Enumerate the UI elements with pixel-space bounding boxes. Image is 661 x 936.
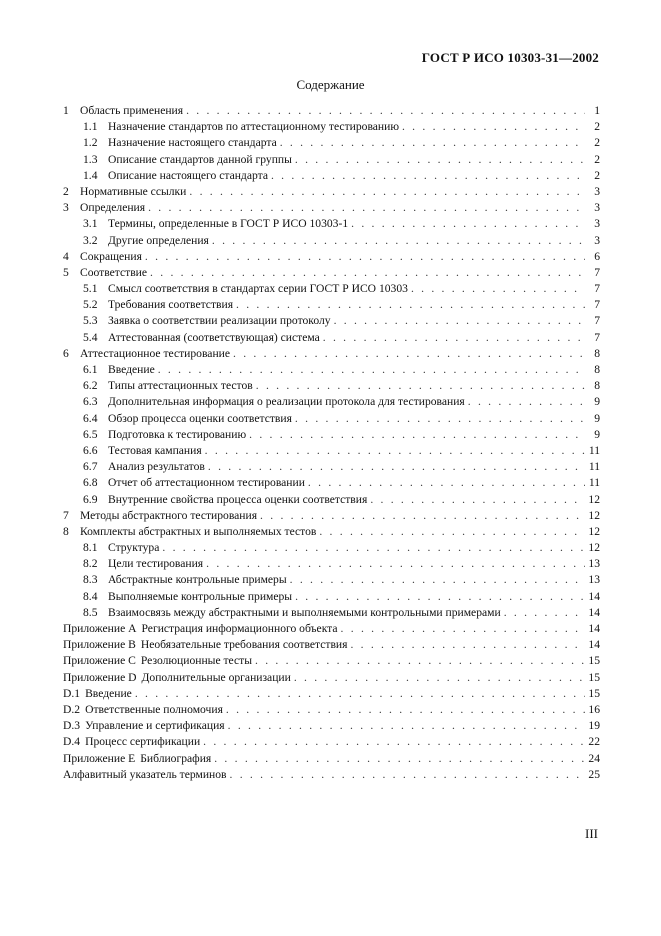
toc-entry[interactable] [63, 605, 600, 621]
toc-leader-dots [402, 119, 585, 135]
toc-entry-page: 12 [588, 524, 600, 538]
toc-entry[interactable] [63, 621, 600, 637]
toc-entry[interactable] [63, 168, 600, 184]
toc-entry-page: 7 [594, 330, 600, 344]
toc-entry-number: 6.6 [83, 443, 98, 457]
toc-leader-dots [468, 394, 585, 410]
toc-entry-number: Приложение Е [63, 751, 136, 765]
toc-leader-dots [256, 378, 585, 394]
toc-entry-number: D.2 [63, 702, 81, 716]
toc-entry[interactable] [63, 572, 600, 588]
toc-entry-page: 13 [588, 573, 600, 587]
toc-entry[interactable] [63, 767, 600, 783]
toc-entry-number: 1.1 [83, 120, 98, 134]
toc-entry-number: 6.3 [83, 395, 98, 409]
toc-entry-number: 3.2 [83, 233, 98, 247]
toc-entry-number: 6.8 [83, 476, 98, 490]
toc-leader-dots [350, 637, 585, 653]
toc-entry[interactable] [63, 475, 600, 491]
toc-entry-title: Описание стандартов данной группы [108, 152, 292, 166]
toc-entry[interactable] [63, 702, 600, 718]
toc-entry-number: Приложение В [63, 638, 136, 652]
toc-entry-title: Соответствие [80, 265, 148, 279]
toc-entry-number: Приложение А [63, 622, 137, 635]
toc-leader-dots [150, 265, 585, 281]
toc-entry-number: D.1 [63, 686, 81, 700]
toc-leader-dots [323, 330, 585, 346]
toc-entry-title: Резолюционные тесты [140, 654, 252, 668]
toc-entry-page: 3 [594, 184, 600, 198]
toc-entry-page: 11 [588, 476, 600, 490]
toc-entry-title: Цели тестирования [108, 557, 204, 571]
toc-entry-title: Назначение настоящего стандарта [108, 136, 277, 150]
toc-entry-number: Приложение С [63, 654, 136, 668]
toc-entry[interactable] [63, 718, 600, 734]
toc-entry-page: 2 [594, 168, 600, 182]
toc-leader-dots [504, 605, 585, 621]
toc-entry[interactable] [63, 297, 600, 313]
toc-leader-dots [308, 475, 585, 491]
toc-leader-dots [249, 427, 585, 443]
toc-entry[interactable] [63, 508, 600, 524]
toc-entry-number: D.4 [63, 735, 81, 749]
toc-entry-title: Дополнительные организации [141, 670, 291, 684]
toc-entry-title: Нормативные ссылки [80, 184, 187, 198]
toc-entry-number: 8.2 [83, 557, 98, 571]
toc-leader-dots [255, 653, 585, 669]
toc-leader-dots [290, 572, 585, 588]
toc-entry-number: 3 [63, 201, 69, 215]
toc-leader-dots [162, 540, 585, 556]
toc-title: Содержание [296, 77, 365, 92]
toc-entry-title: Введение [108, 363, 155, 376]
toc-entry-title: Типы аттестационных тестов [108, 379, 253, 393]
toc-entry-title: Процесс сертификации [85, 735, 201, 749]
toc-entry-page: 22 [588, 735, 600, 749]
toc-entry[interactable] [63, 184, 600, 200]
toc-entry-page: 7 [594, 314, 600, 328]
toc-entry-page: 8 [594, 346, 600, 360]
toc-entry-number: 4 [63, 249, 69, 263]
toc-entry[interactable] [63, 492, 600, 508]
toc-entry-page: 15 [588, 654, 600, 668]
toc-entry-number: 6.7 [83, 460, 98, 474]
toc-entry[interactable] [63, 459, 600, 475]
toc-entry-number: 6 [63, 346, 69, 360]
toc-entry-title: Необязательные требования соответствия [140, 638, 348, 652]
toc-entry[interactable] [63, 103, 600, 119]
toc-entry-title: Подготовка к тестированию [108, 427, 247, 441]
toc-leader-dots [212, 233, 585, 249]
toc-entry-title: Абстрактные контрольные примеры [108, 573, 287, 587]
toc-leader-dots [341, 621, 585, 637]
toc-entry-title: Регистрация информационного объекта [141, 622, 338, 635]
toc-leader-dots [145, 249, 585, 265]
toc-entry[interactable] [63, 540, 600, 556]
toc-leader-dots [203, 734, 585, 750]
toc-entry-page: 12 [588, 541, 600, 555]
toc-entry-page: 9 [594, 427, 600, 441]
toc-entry-title: Описание настоящего стандарта [108, 168, 268, 182]
toc-leader-dots [226, 702, 585, 718]
toc-entry[interactable] [63, 346, 600, 362]
toc-leader-dots [135, 686, 585, 702]
toc-entry-title: Выполняемые контрольные примеры [108, 589, 293, 603]
toc-entry-number: D.3 [63, 719, 81, 733]
toc-leader-dots [319, 524, 585, 540]
toc-leader-dots [228, 718, 585, 734]
toc-entry-title: Комплекты абстрактных и выполняемых тестов [80, 524, 317, 538]
toc-entry-title: Библиография [140, 751, 212, 765]
toc-entry-page: 15 [588, 686, 600, 700]
toc-entry-title: Тестовая кампания [108, 443, 202, 457]
toc-entry[interactable] [63, 653, 600, 669]
toc-entry[interactable] [63, 330, 600, 346]
toc-leader-dots [148, 200, 585, 216]
toc-entry-page: 12 [588, 492, 600, 506]
toc-entry-title: Анализ результатов [108, 460, 205, 474]
toc-leader-dots [370, 492, 585, 508]
toc-leader-dots [208, 459, 585, 475]
toc-entry-title: Методы абстрактного тестирования [80, 508, 258, 522]
toc-entry-number: 5.4 [83, 330, 98, 344]
toc-entry-page: 24 [588, 751, 600, 765]
toc-entry-page: 8 [594, 379, 600, 393]
toc-leader-dots [351, 216, 585, 232]
toc-entry-title: Структура [108, 541, 160, 555]
toc-entry-number: 5.2 [83, 298, 98, 312]
toc-entry[interactable] [63, 589, 600, 605]
toc-entry[interactable] [63, 281, 600, 297]
toc-entry-number: 6.2 [83, 379, 98, 393]
toc-entry[interactable] [63, 670, 600, 686]
toc-entry-page: 7 [594, 298, 600, 312]
toc-entry-title: Заявка о соответствии реализации протоколу [108, 314, 331, 328]
toc-entry-page: 14 [588, 622, 600, 635]
toc-entry[interactable] [63, 216, 600, 232]
toc-entry-page: 3 [594, 201, 600, 215]
toc-entry-title: Область применения [80, 104, 184, 117]
toc-entry-number: 6.5 [83, 427, 98, 441]
toc-entry-title: Отчет об аттестационном тестировании [108, 476, 305, 490]
toc-entry[interactable] [63, 411, 600, 427]
toc-entry-title: Назначение стандартов по аттестационному тестированию [108, 120, 399, 134]
toc-entry-number: 1 [63, 104, 69, 117]
toc-entry-page: 3 [594, 233, 600, 247]
document-id: ГОСТ Р ИСО 10303-31—2002 [421, 50, 599, 65]
toc-leader-dots [294, 670, 585, 686]
toc-entry-title: Введение [85, 686, 132, 700]
toc-entry-title: Смысл соответствия в стандартах серии ГОСТ Р ИСО 10303 [108, 282, 408, 296]
toc-entry-page: 16 [588, 702, 600, 716]
toc-entry-page: 15 [588, 670, 600, 684]
toc-leader-dots [271, 168, 585, 184]
toc-entry-number: 1.3 [83, 152, 98, 166]
toc-leader-dots [230, 767, 585, 783]
toc-leader-dots [206, 556, 585, 572]
toc-entry[interactable] [63, 362, 600, 378]
toc-entry-title: Взаимосвязь между абстрактными и выполняемыми контрольными примерами [108, 605, 501, 619]
toc-entry-page: 1 [594, 104, 600, 117]
toc-entry-page: 13 [588, 557, 600, 571]
toc-leader-dots [233, 346, 585, 362]
toc-entry-title: Сокращения [80, 249, 142, 263]
toc-leader-dots [280, 135, 585, 151]
toc-leader-dots [214, 751, 585, 767]
toc-entry[interactable] [63, 152, 600, 168]
toc-entry-number: 2 [63, 184, 69, 198]
toc-entry[interactable] [63, 751, 600, 767]
toc-entry-title: Требования соответствия [108, 298, 234, 312]
toc-entry-number: 7 [63, 508, 69, 522]
toc-entry[interactable] [63, 443, 600, 459]
toc-entry[interactable] [63, 378, 600, 394]
table-of-contents [63, 103, 600, 783]
toc-entry-number: 8.4 [83, 589, 98, 603]
toc-entry-number: 5.1 [83, 282, 98, 296]
toc-entry[interactable] [63, 313, 600, 329]
toc-entry-number: 6.4 [83, 411, 98, 425]
toc-entry-number: 3.1 [83, 217, 98, 231]
toc-entry-page: 2 [594, 120, 600, 134]
toc-entry-page: 14 [588, 605, 600, 619]
toc-entry[interactable] [63, 556, 600, 572]
toc-leader-dots [295, 152, 585, 168]
toc-entry[interactable] [63, 427, 600, 443]
toc-entry-page: 9 [594, 395, 600, 409]
toc-entry[interactable] [63, 119, 600, 135]
toc-leader-dots [205, 443, 585, 459]
toc-entry-number: 8 [63, 524, 69, 538]
toc-entry-number: Приложение D [63, 670, 137, 684]
toc-entry-title: Внутренние свойства процесса оценки соответствия [108, 492, 368, 506]
toc-leader-dots [189, 184, 585, 200]
toc-entry-page: 11 [588, 443, 600, 457]
toc-entry[interactable] [63, 135, 600, 151]
toc-entry-page: 14 [588, 638, 600, 652]
toc-entry[interactable] [63, 233, 600, 249]
toc-entry-page: 9 [594, 411, 600, 425]
toc-entry[interactable] [63, 394, 600, 410]
toc-entry[interactable] [63, 265, 600, 281]
toc-leader-dots [295, 589, 585, 605]
toc-entry-number: 6.1 [83, 363, 98, 376]
toc-entry-page: 3 [594, 217, 600, 231]
toc-entry-title: Обзор процесса оценки соответствия [108, 411, 292, 425]
toc-entry-page: 6 [594, 249, 600, 263]
toc-entry-number: 8.5 [83, 605, 98, 619]
toc-entry-title: Термины, определенные в ГОСТ Р ИСО 10303-1 [108, 217, 349, 231]
toc-leader-dots [295, 411, 585, 427]
toc-leader-dots [236, 297, 585, 313]
toc-entry-page: 19 [588, 719, 600, 733]
toc-entry-page: 11 [588, 460, 600, 474]
toc-entry-number: 8.1 [83, 541, 98, 555]
toc-entry-title: Алфавитный указатель терминов [63, 767, 227, 781]
toc-entry-page: 2 [594, 136, 600, 150]
toc-entry-page: 7 [594, 282, 600, 296]
toc-entry-title: Дополнительная информация о реализации протокола для тестирования [108, 395, 465, 409]
toc-leader-dots [334, 313, 585, 329]
toc-entry-page: 7 [594, 265, 600, 279]
toc-entry-title: Аттестованная (соответствующая) система [108, 330, 320, 344]
toc-entry-title: Ответственные полномочия [85, 702, 223, 716]
toc-entry-title: Аттестационное тестирование [80, 346, 230, 360]
toc-entry[interactable] [63, 249, 600, 265]
toc-entry-title: Управление и сертификация [85, 719, 225, 733]
toc-entry-page: 14 [588, 589, 600, 603]
toc-entry[interactable] [63, 200, 600, 216]
toc-entry[interactable] [63, 524, 600, 540]
toc-entry-title: Определения [80, 201, 146, 215]
toc-entry-number: 5 [63, 265, 69, 279]
toc-entry[interactable] [63, 734, 600, 750]
toc-entry-number: 6.9 [83, 492, 98, 506]
toc-leader-dots [186, 103, 585, 119]
toc-leader-dots [260, 508, 585, 524]
toc-entry-number: 1.4 [83, 168, 98, 182]
toc-leader-dots [411, 281, 585, 297]
page-number: III [585, 826, 598, 841]
toc-leader-dots [158, 362, 585, 378]
toc-entry[interactable] [63, 686, 600, 702]
toc-entry-number: 8.3 [83, 573, 98, 587]
toc-entry-page: 12 [588, 508, 600, 522]
toc-entry-page: 8 [594, 363, 600, 376]
toc-entry-page: 2 [594, 152, 600, 166]
toc-entry-number: 5.3 [83, 314, 98, 328]
toc-entry-page: 25 [588, 767, 600, 781]
toc-entry[interactable] [63, 637, 600, 653]
toc-entry-number: 1.2 [83, 136, 98, 150]
toc-entry-title: Другие определения [108, 233, 209, 247]
